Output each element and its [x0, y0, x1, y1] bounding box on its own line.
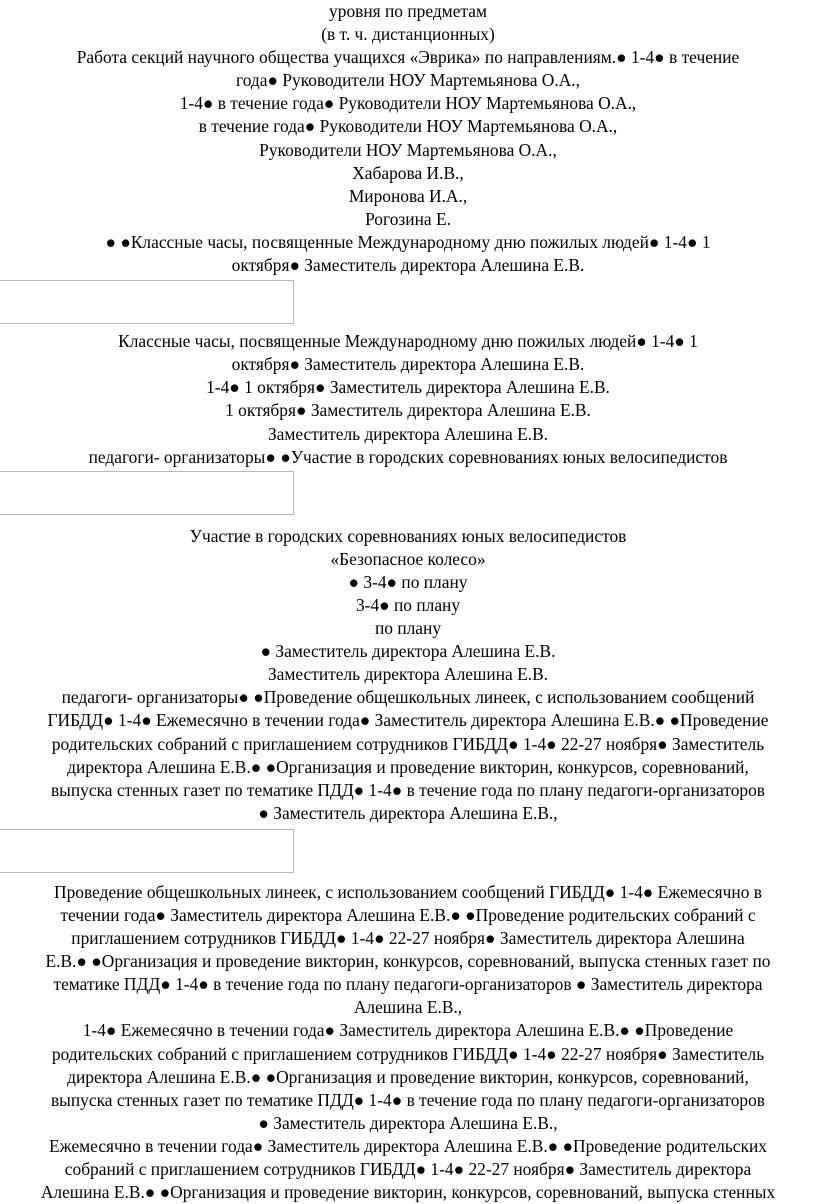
text-line: Работа секций научного общества учащихся «Эврика» по направлениям.● 1-4● в течение: [76, 47, 740, 68]
text-line: года● Руководители НОУ Мартемьянова О.А.,: [236, 70, 580, 91]
text-line: Алешина Е.В.● ●Организация и проведение викторин, конкурсов, соревнований, выпуска стенных: [40, 1182, 776, 1203]
text-line: директора Алешина Е.В.● ●Организация и проведение викторин, конкурсов, соревнований,: [67, 756, 749, 777]
text-line: родительских собраний с приглашением сотрудников ГИБДД● 1-4● 22-27 ноября● Заместитель: [51, 1043, 765, 1064]
text-line: тематике ПДД● 1-4● в течение года по плану педагоги-организаторов ● Заместитель директора: [53, 974, 763, 995]
text-line: (в т. ч. дистанционных): [321, 24, 495, 45]
text-line: ● Заместитель директора Алешина Е.В.,: [258, 1112, 558, 1133]
text-line: 1-4● Ежемесячно в течении года● Заместитель директора Алешина Е.В.● ●Проведение: [82, 1020, 734, 1041]
text-line: Руководители НОУ Мартемьянова О.А.,: [259, 139, 557, 160]
text-line: Е.В.● ●Организация и проведение викторин, конкурсов, соревнований, выпуска стенных газет по: [45, 951, 771, 972]
text-line: 1-4● в течение года● Руководители НОУ Мартемьянова О.А.,: [179, 93, 637, 114]
text-line: октября● Заместитель директора Алешина Е.В.: [231, 354, 585, 375]
text-line: 1 октября● Заместитель директора Алешина Е.В.: [225, 400, 591, 421]
text-line: ● Заместитель директора Алешина Е.В.,: [258, 802, 558, 823]
text-line: 3-4● по плану: [355, 594, 461, 615]
text-line: ● ●Классные часы, посвященные Международному дню пожилых людей● 1-4● 1: [105, 231, 711, 252]
text-line: выпуска стенных газет по тематике ПДД● 1-4● в течение года по плану педагоги-организаторов: [50, 779, 766, 800]
text-block-3: [0, 525, 816, 825]
text-line: ● 3-4● по плану: [348, 571, 468, 592]
text-line: Участие в городских соревнованиях юных велосипедистов: [189, 525, 627, 546]
text-line: Классные часы, посвященные Международному дню пожилых людей● 1-4● 1: [118, 331, 698, 352]
text-line: собраний с приглашением сотрудников ГИБДД● 1-4● 22-27 ноября● Заместитель директора: [64, 1159, 752, 1180]
text-line: ● Заместитель директора Алешина Е.В.: [260, 641, 556, 662]
text-line: приглашением сотрудников ГИБДД● 1-4● 22-27 ноября● Заместитель директора Алешина: [71, 928, 745, 949]
text-block-2: [0, 330, 816, 469]
text-line: по плану: [374, 618, 442, 639]
text-line: педагоги- организаторы● ●Участие в городских соревнованиях юных велосипедистов: [88, 446, 728, 467]
text-block-1: [0, 0, 816, 277]
text-line: родительских собраний с приглашением сотрудников ГИБДД● 1-4● 22-27 ноября● Заместитель: [51, 733, 765, 754]
text-line: Рогозина Е.: [365, 208, 451, 229]
text-line: выпуска стенных газет по тематике ПДД● 1-4● в течение года по плану педагоги-организаторов: [50, 1089, 766, 1110]
text-line: Проведение общешкольных линеек, с использованием сообщений ГИБДД● 1-4● Ежемесячно в: [54, 881, 762, 902]
text-line: педагоги- организаторы● ●Проведение общешкольных линеек, с использованием сообщений: [61, 687, 755, 708]
text-line: Миронова И.А.,: [348, 185, 468, 206]
text-block-4: [0, 881, 816, 1204]
text-line: директора Алешина Е.В.● ●Организация и проведение викторин, конкурсов, соревнований,: [67, 1066, 749, 1087]
empty-frame: [0, 280, 294, 324]
text-line: уровня по предметам: [329, 1, 487, 21]
text-line: Заместитель директора Алешина Е.В.: [267, 423, 549, 444]
empty-frame: [0, 471, 294, 515]
text-line: в течение года● Руководители НОУ Мартемьянова О.А.,: [198, 116, 618, 137]
text-line: «Безопасное колесо»: [330, 548, 486, 569]
empty-frame: [0, 829, 294, 873]
text-line: течении года● Заместитель директора Алешина Е.В.● ●Проведение родительских собраний с: [60, 905, 756, 925]
text-line: Алешина Е.В.,: [353, 997, 463, 1018]
text-line: 1-4● 1 октября● Заместитель директора Алешина Е.В.: [206, 377, 610, 398]
text-line: Ежемесячно в течении года● Заместитель директора Алешина Е.В.● ●Проведение родительских: [49, 1135, 767, 1156]
text-line: октября● Заместитель директора Алешина Е.В.: [231, 255, 585, 276]
text-line: Хабарова И.В.,: [352, 162, 464, 183]
text-line: Заместитель директора Алешина Е.В.: [267, 664, 549, 685]
text-line: ГИБДД● 1-4● Ежемесячно в течении года● Заместитель директора Алешина Е.В.● ●Проведение: [47, 710, 769, 731]
